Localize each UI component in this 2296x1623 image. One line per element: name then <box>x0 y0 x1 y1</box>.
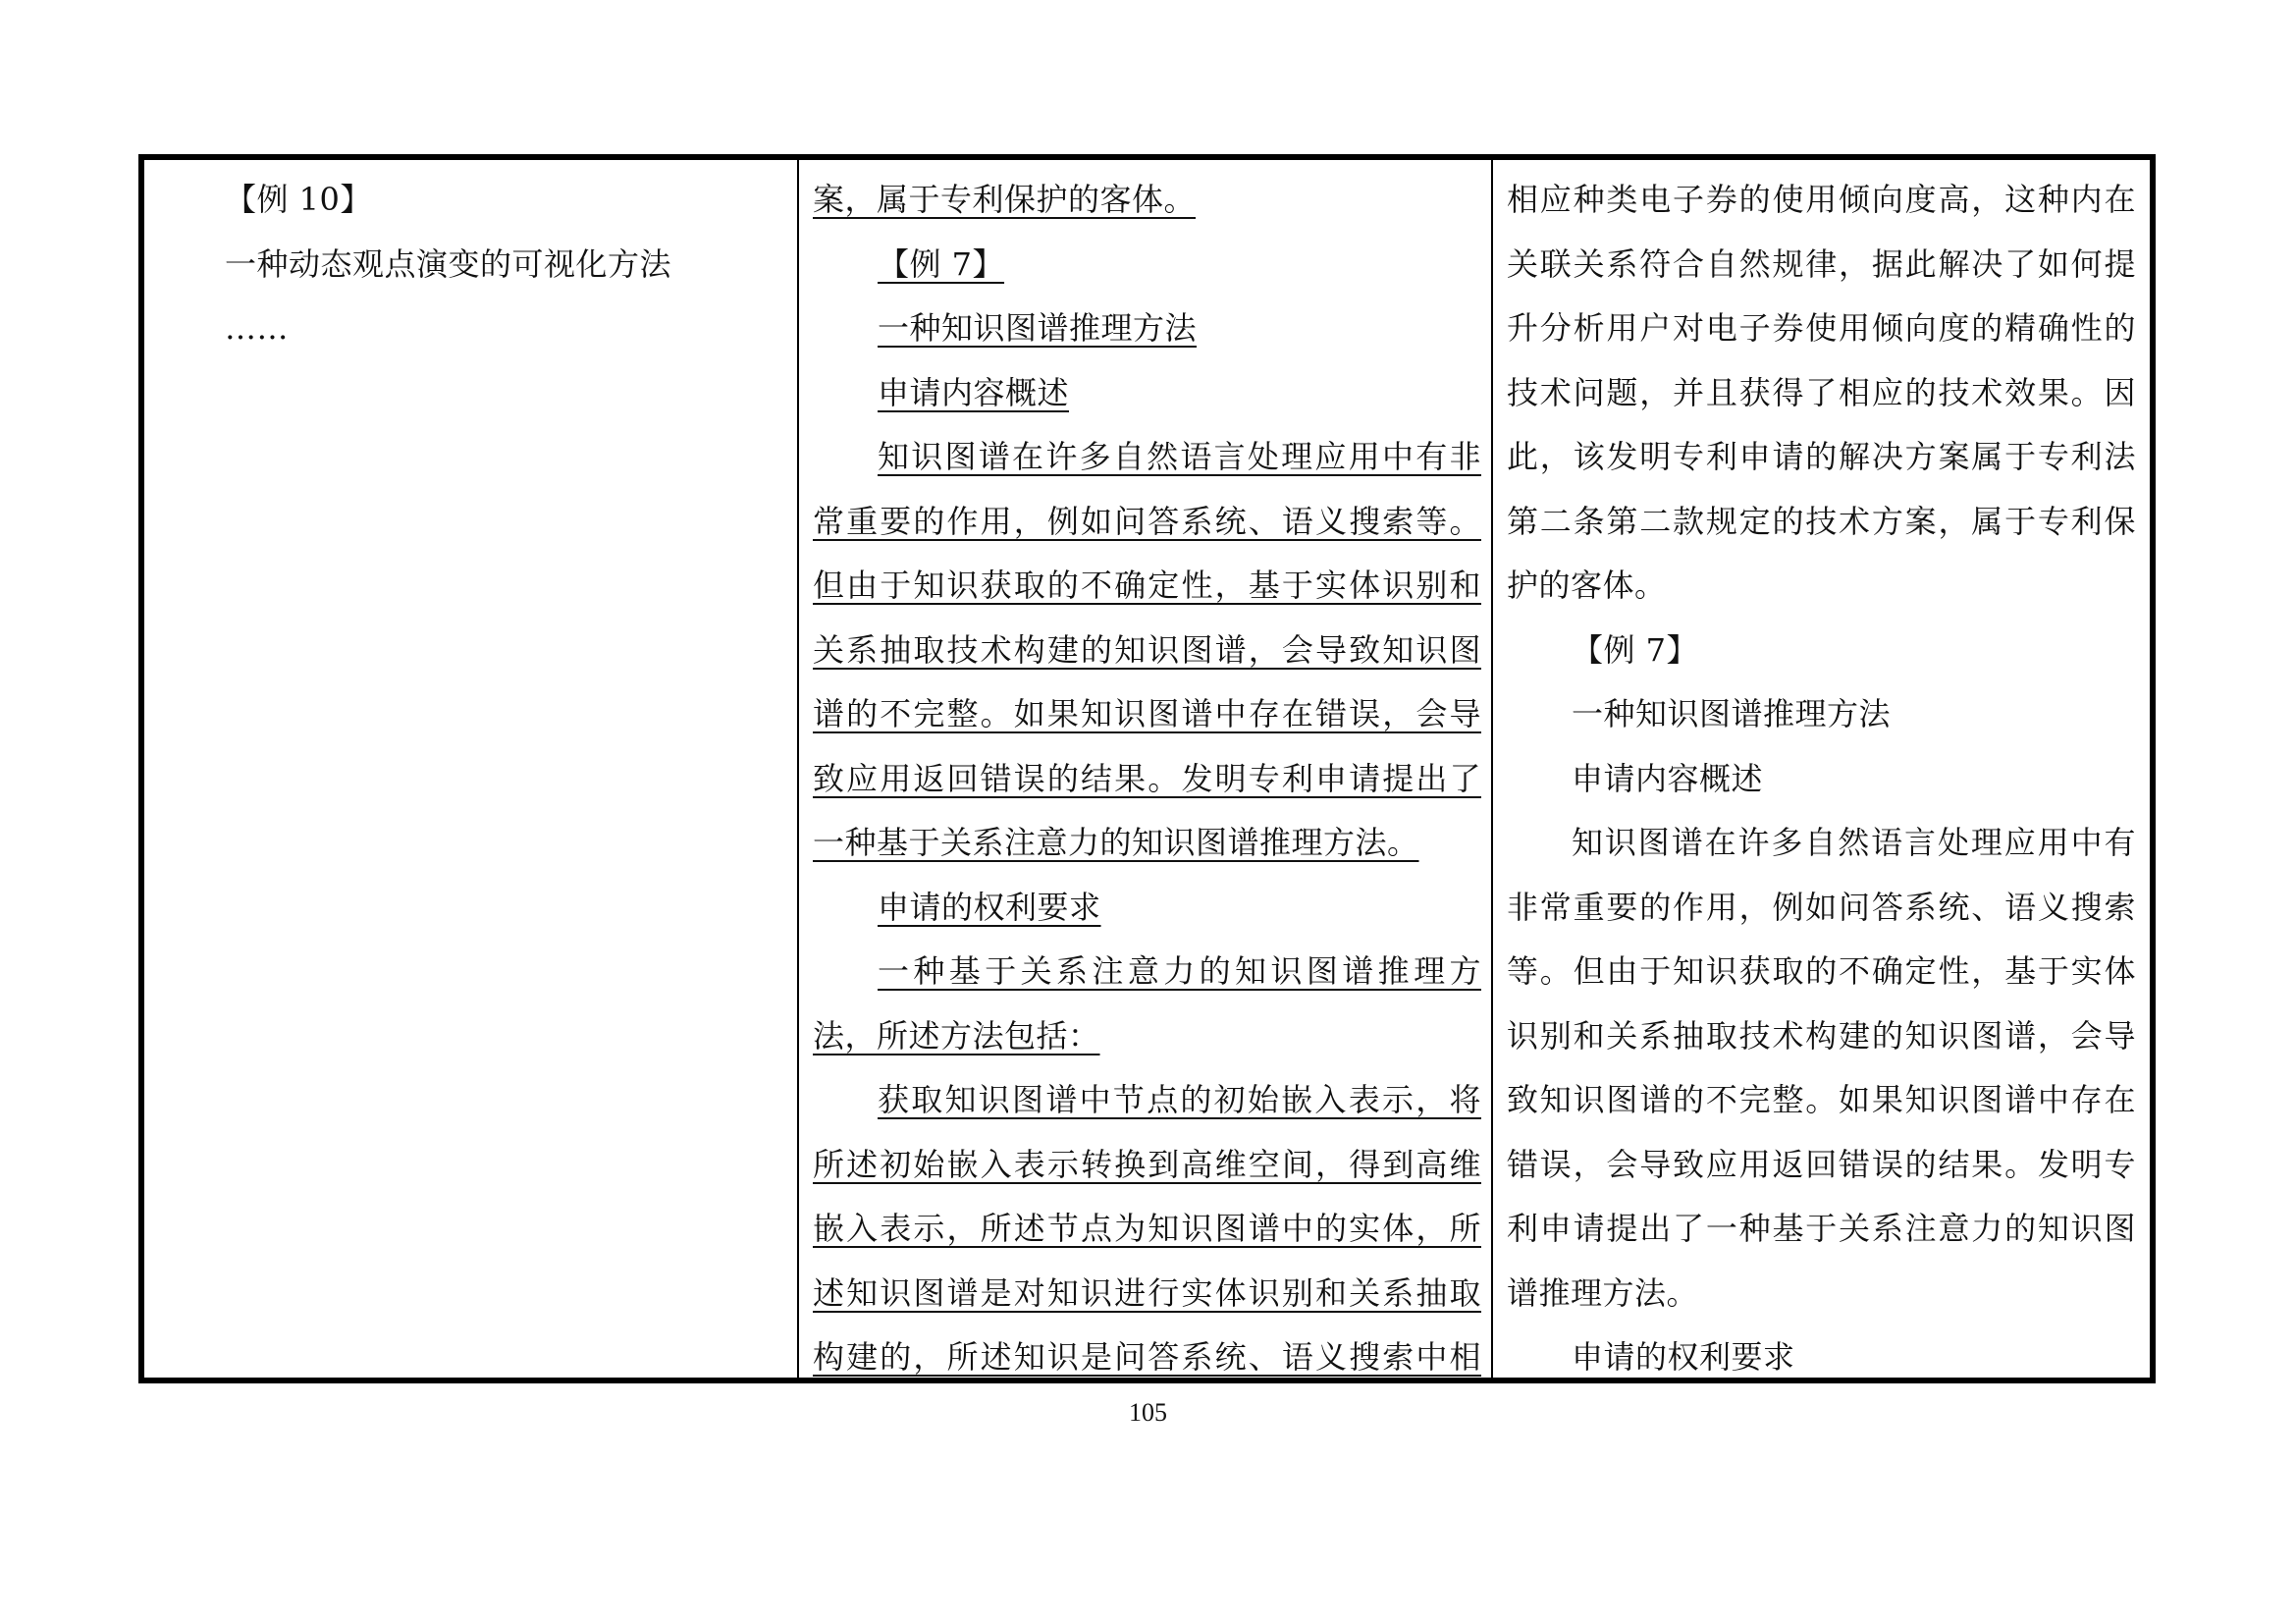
text-line: 第二条第二款规定的技术方案，属于专利保 <box>1507 502 2136 540</box>
text-line: 法，所述方法包括： <box>813 1016 1100 1055</box>
ellipsis: …… <box>225 309 289 347</box>
text-line: 述知识图谱是对知识进行实体识别和关系抽取 <box>813 1273 1481 1312</box>
text-line: 一种基于关系注意力的知识图谱推理方 <box>878 952 1481 990</box>
text-line: 护的客体。 <box>1507 567 1667 604</box>
text-line: 关联关系符合自然规律，据此解决了如何提 <box>1507 244 2136 283</box>
text-line: 技术问题，并且获得了相应的技术效果。因 <box>1507 373 2136 411</box>
text-line: 知识图谱在许多自然语言处理应用中有 <box>1572 824 2136 861</box>
text-line: 知识图谱在许多自然语言处理应用中有非 <box>878 438 1481 475</box>
text-line: 升分析用户对电子券使用倾向度的精确性的 <box>1507 309 2136 347</box>
text-line: 关系抽取技术构建的知识图谱，会导致知识图 <box>813 630 1481 669</box>
text-line: 常重要的作用，例如问答系统、语义搜索等。 <box>813 502 1481 540</box>
section-heading: 申请内容概述 <box>878 373 1070 411</box>
left-column <box>144 160 799 1378</box>
text-line: 但由于知识获取的不确定性，基于实体识别和 <box>813 567 1481 604</box>
text-line: 获取知识图谱中节点的初始嵌入表示，将 <box>878 1081 1481 1118</box>
text-line: 相应种类电子券的使用倾向度高，这种内在 <box>1507 181 2136 218</box>
section-heading: 申请的权利要求 <box>1572 1338 1795 1376</box>
section-heading: 申请内容概述 <box>1572 759 1764 797</box>
example-title: 一种知识图谱推理方法 <box>878 309 1198 347</box>
example-title: 一种动态观点演变的可视化方法 <box>225 244 672 283</box>
section-heading: 申请的权利要求 <box>878 888 1101 926</box>
text-line: 所述初始嵌入表示转换到高维空间，得到高维 <box>813 1145 1481 1183</box>
text-line: 谱的不完整。如果知识图谱中存在错误，会导 <box>813 695 1481 732</box>
text-line: 谱推理方法。 <box>1507 1273 1699 1312</box>
text-line: 此，该发明专利申请的解决方案属于专利法 <box>1507 438 2136 475</box>
example-title: 一种知识图谱推理方法 <box>1572 695 1892 732</box>
text-line: 致应用返回错误的结果。发明专利申请提出了 <box>813 759 1481 797</box>
text-line: 构建的，所述知识是问答系统、语义搜索中相 <box>813 1338 1481 1376</box>
text-line: 嵌入表示，所述节点为知识图谱中的实体，所 <box>813 1210 1481 1247</box>
text-line: 案，属于专利保护的客体。 <box>813 181 1197 218</box>
text-line: 一种基于关系注意力的知识图谱推理方法。 <box>813 824 1419 861</box>
example-heading: 【例 10】 <box>225 181 372 218</box>
middle-column <box>799 160 1493 1378</box>
page-number: 105 <box>1129 1398 1167 1427</box>
example-heading: 【例 7】 <box>1572 630 1699 669</box>
text-line: 识别和关系抽取技术构建的知识图谱，会导 <box>1507 1016 2136 1055</box>
text-line: 致知识图谱的不完整。如果知识图谱中存在 <box>1507 1081 2136 1118</box>
right-column <box>1493 160 2150 1378</box>
example-heading: 【例 7】 <box>878 244 1005 283</box>
comparison-table <box>138 154 2156 1383</box>
text-line: 非常重要的作用，例如问答系统、语义搜索 <box>1507 888 2136 926</box>
text-line: 利申请提出了一种基于关系注意力的知识图 <box>1507 1210 2136 1247</box>
text-line: 等。但由于知识获取的不确定性，基于实体 <box>1507 952 2136 990</box>
text-line: 错误，会导致应用返回错误的结果。发明专 <box>1507 1145 2136 1183</box>
